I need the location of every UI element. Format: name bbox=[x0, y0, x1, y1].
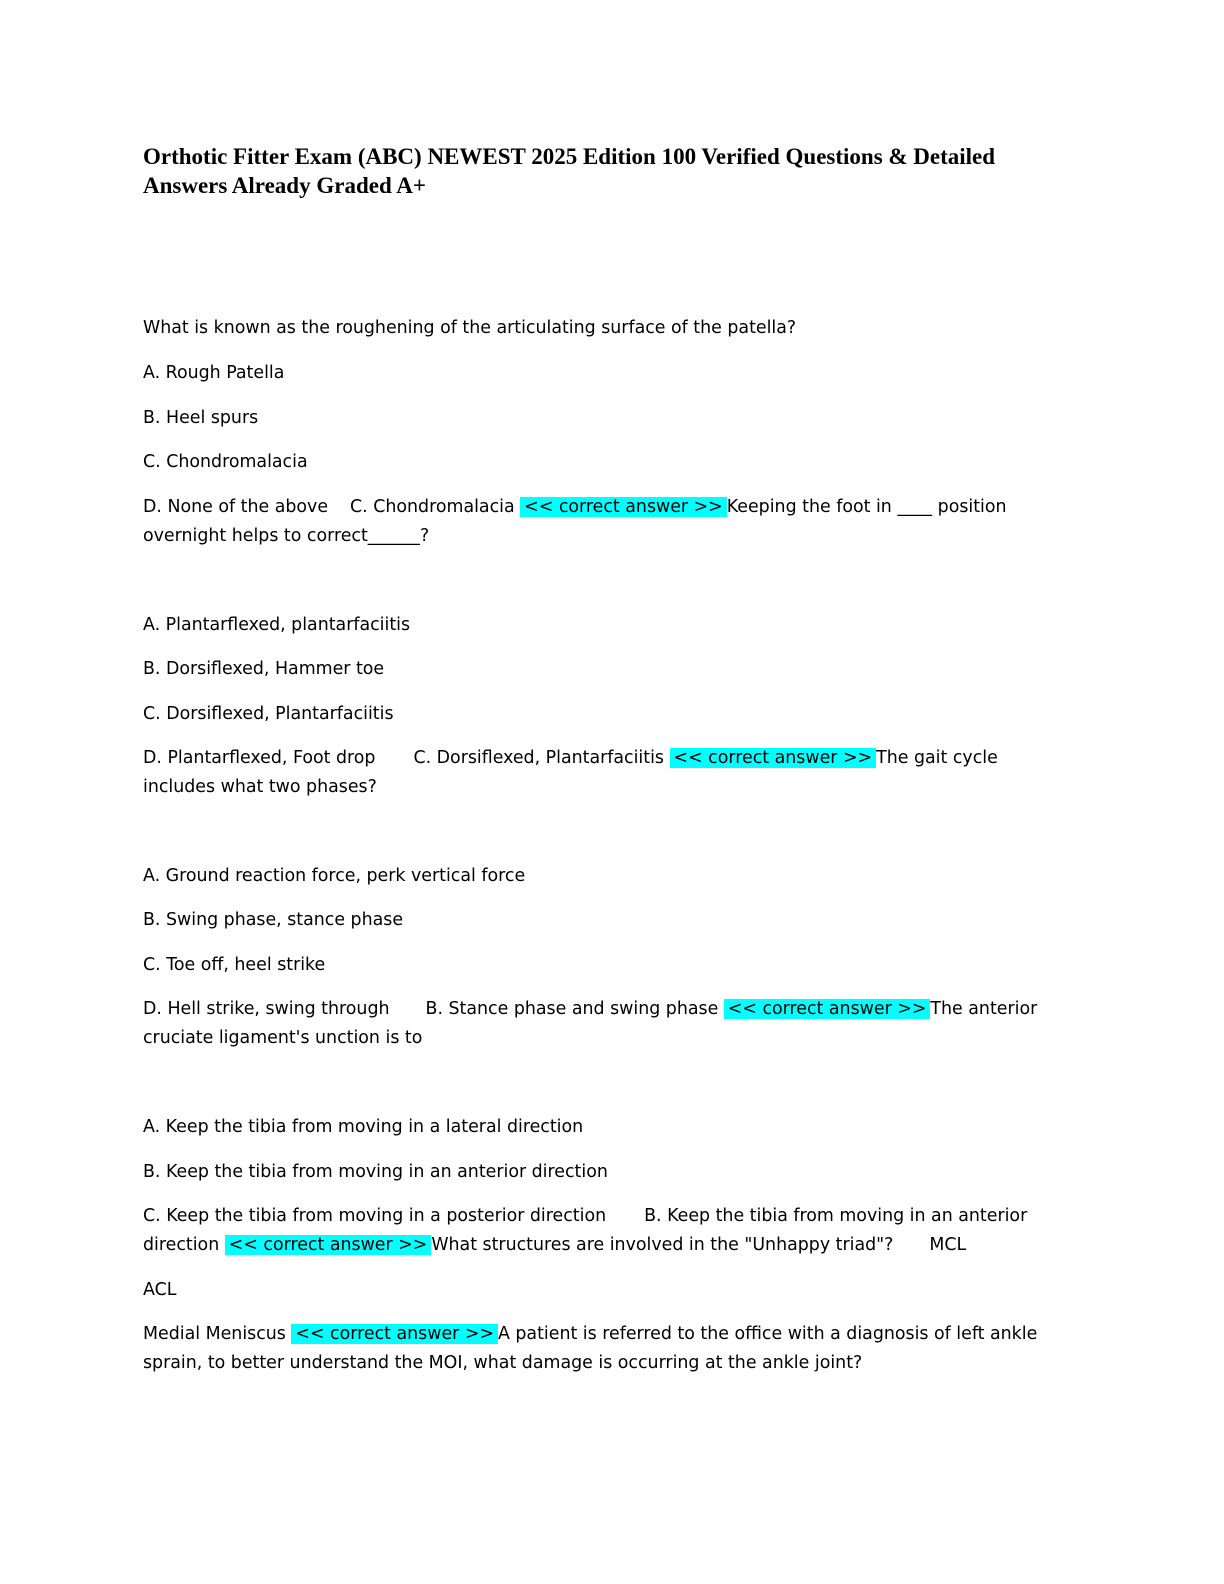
q5-item-3: Medial Meniscus bbox=[143, 1324, 286, 1344]
correct-answer-marker: << correct answer >> bbox=[225, 1235, 432, 1255]
q3-question-start: The gait cycle bbox=[876, 748, 998, 768]
q2-question-end: overnight helps to correct______? bbox=[143, 526, 430, 546]
q3-option-d: D. Hell strike, swing through bbox=[143, 999, 390, 1019]
q4-option-a: A. Keep the tibia from moving in a lateral direction bbox=[143, 1117, 584, 1137]
q4-option-c-line bbox=[143, 1202, 1103, 1231]
correct-answer-marker: << correct answer >> bbox=[291, 1324, 498, 1344]
document-title bbox=[143, 142, 1103, 200]
q2-answer: C. Dorsiflexed, Plantarfaciitis bbox=[413, 748, 664, 768]
correct-answer-marker: << correct answer >> bbox=[520, 497, 727, 517]
q3-option-d-line bbox=[143, 995, 1103, 1024]
q4-answer-part2: direction bbox=[143, 1235, 220, 1255]
q5-question: What structures are involved in the "Unhappy triad"? bbox=[431, 1235, 894, 1255]
correct-answer-marker: << correct answer >> bbox=[670, 748, 877, 768]
q2-option-a: A. Plantarflexed, plantarfaciitis bbox=[143, 615, 411, 635]
q4-question-end: cruciate ligament's unction is to bbox=[143, 1028, 423, 1048]
q2-option-d-line bbox=[143, 744, 1103, 773]
q6-question-start: A patient is referred to the office with a diagnosis of left ankle bbox=[497, 1324, 1038, 1344]
q3-question-end: includes what two phases? bbox=[143, 777, 377, 797]
q4-answer-part1: B. Keep the tibia from moving in an anterior bbox=[644, 1206, 1028, 1226]
q4-answer-line bbox=[143, 1231, 1103, 1260]
q3-answer: B. Stance phase and swing phase bbox=[425, 999, 719, 1019]
correct-answer-marker: << correct answer >> bbox=[724, 999, 931, 1019]
q1-option-b: B. Heel spurs bbox=[143, 408, 259, 428]
q1-option-a: A. Rough Patella bbox=[143, 363, 285, 383]
q5-answer-line bbox=[143, 1320, 1103, 1349]
q2-option-d: D. Plantarflexed, Foot drop bbox=[143, 748, 376, 768]
q1-answer: C. Chondromalacia bbox=[350, 497, 515, 517]
q1-option-d: D. None of the above bbox=[143, 497, 329, 517]
title-line-1: Orthotic Fitter Exam (ABC) NEWEST 2025 Edition 100 Verified Questions & Detailed bbox=[143, 144, 996, 169]
q1-question: What is known as the roughening of the articulating surface of the patella? bbox=[143, 318, 797, 338]
q3-option-a: A. Ground reaction force, perk vertical force bbox=[143, 866, 526, 886]
q4-option-c: C. Keep the tibia from moving in a posterior direction bbox=[143, 1206, 607, 1226]
q3-option-b: B. Swing phase, stance phase bbox=[143, 910, 404, 930]
q6-question-end: sprain, to better understand the MOI, what damage is occurring at the ankle joint? bbox=[143, 1353, 863, 1373]
q3-option-c: C. Toe off, heel strike bbox=[143, 955, 326, 975]
q4-question-start: The anterior bbox=[930, 999, 1038, 1019]
q1-option-d-line bbox=[143, 493, 1103, 522]
q2-question-start: Keeping the foot in ____ position bbox=[726, 497, 1007, 517]
q5-item-1: MCL bbox=[929, 1235, 967, 1255]
q2-option-b: B. Dorsiflexed, Hammer toe bbox=[143, 659, 385, 679]
q5-item-2: ACL bbox=[143, 1280, 177, 1300]
q4-option-b: B. Keep the tibia from moving in an anterior direction bbox=[143, 1162, 608, 1182]
q1-option-c: C. Chondromalacia bbox=[143, 452, 308, 472]
title-line-2: Answers Already Graded A+ bbox=[143, 173, 426, 198]
q2-option-c: C. Dorsiflexed, Plantarfaciitis bbox=[143, 704, 394, 724]
